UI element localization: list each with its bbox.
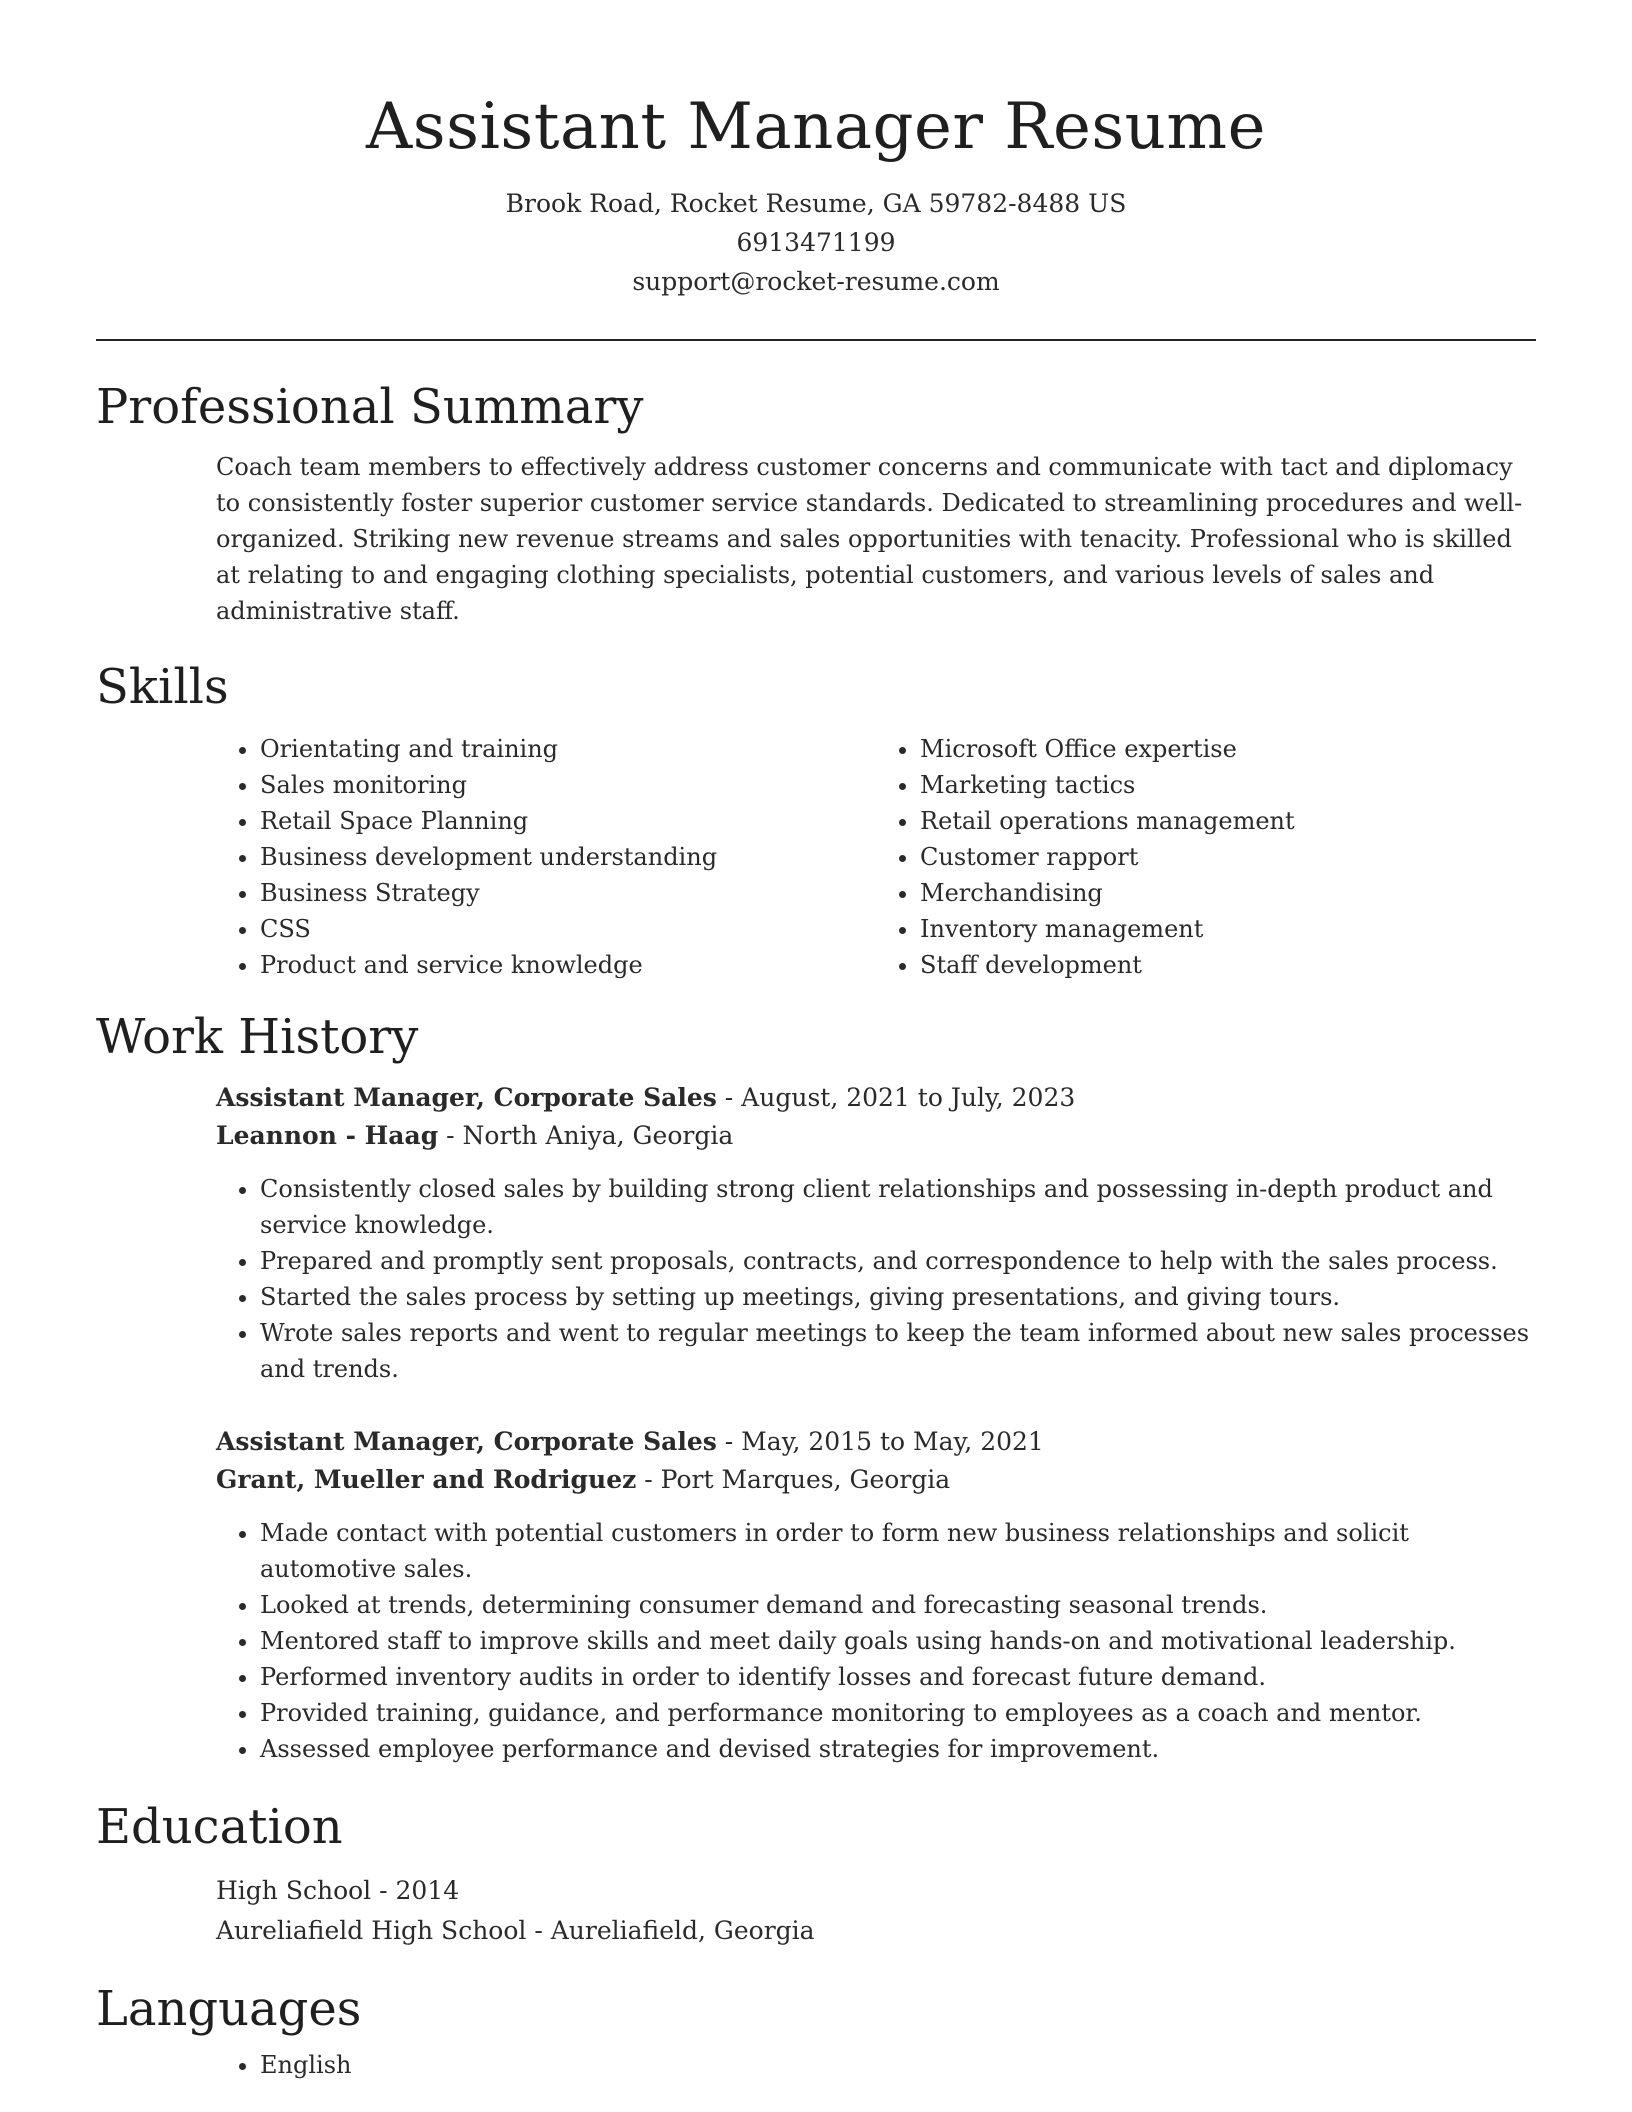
contact-address: Brook Road, Rocket Resume, GA 59782-8488 US (505, 189, 1127, 218)
skill-item: • Retail operations management (920, 803, 1536, 839)
resume-title: Assistant Manager Resume (366, 90, 1266, 164)
skill-item: • Retail Space Planning (260, 803, 876, 839)
skill-item: • Business development understanding (260, 839, 876, 875)
job-entry (216, 1423, 1536, 1767)
job-duty: • Looked at trends, determining consumer demand and forecasting seasonal trends. (260, 1587, 1536, 1623)
languages-section (96, 1979, 1536, 2083)
education-heading: Education (96, 1799, 343, 1855)
languages-heading: Languages (96, 1981, 362, 2037)
job-duty: • Wrote sales reports and went to regular meetings to keep the team informed about new sales processes and trends. (260, 1315, 1536, 1387)
job-duty: • Made contact with potential customers in order to form new business relationships and solicit automotive sales. (260, 1515, 1536, 1587)
education-school: Aureliafield High School (216, 1916, 527, 1945)
skills-column-right (876, 731, 1536, 983)
job-duty: • Consistently closed sales by building strong client relationships and possessing in-depth product and service knowledge. (260, 1171, 1536, 1243)
resume-header (96, 0, 1536, 301)
job-location: - Port Marques, Georgia (636, 1465, 951, 1494)
skill-item: • Microsoft Office expertise (920, 731, 1536, 767)
job-duty: • Performed inventory audits in order to identify losses and forecast future demand. (260, 1659, 1536, 1695)
work-history-heading: Work History (96, 1009, 419, 1065)
education-year: - 2014 (371, 1876, 460, 1905)
education-school-line (216, 1911, 1536, 1951)
skill-item: • Inventory management (920, 911, 1536, 947)
contact-block (96, 184, 1536, 301)
skill-item: • Staff development (920, 947, 1536, 983)
summary-text: Coach team members to effectively address customer concerns and communicate with tact and diplomacy to consistently foster superior customer service standards. Dedicated to streamlining procedures and well-organized. Striking new revenue streams and sales opportunities with tenacity. Professional who is skilled at relating to and engaging clothing specialists, potential customers, and various levels of sales and administrative staff. (216, 453, 1523, 625)
education-degree-line (216, 1871, 1536, 1911)
job-company: Grant, Mueller and Rodriguez (216, 1465, 637, 1494)
job-role: Assistant Manager, Corporate Sales (216, 1427, 717, 1456)
job-duty: • Mentored staff to improve skills and meet daily goals using hands-on and motivational leadership. (260, 1623, 1536, 1659)
education-section (96, 1797, 1536, 1951)
languages-list (216, 2047, 1536, 2083)
skill-item: • Sales monitoring (260, 767, 876, 803)
job-duty: • Assessed employee performance and devised strategies for improvement. (260, 1731, 1536, 1767)
language-item: • English (260, 2047, 1536, 2083)
header-divider (96, 339, 1536, 341)
skill-item: • Customer rapport (920, 839, 1536, 875)
job-location: - North Aniya, Georgia (438, 1121, 734, 1150)
education-degree: High School (216, 1876, 372, 1905)
skills-section (96, 657, 1536, 983)
skill-item: • Marketing tactics (920, 767, 1536, 803)
skill-item: • CSS (260, 911, 876, 947)
job-dates: - August, 2021 to July, 2023 (716, 1083, 1076, 1112)
skills-grid (216, 731, 1536, 983)
job-title-line (216, 1079, 1536, 1117)
job-duty: • Prepared and promptly sent proposals, contracts, and correspondence to help with the sales process. (260, 1243, 1536, 1279)
skills-heading: Skills (96, 659, 229, 715)
job-company: Leannon - Haag (216, 1121, 439, 1150)
summary-heading: Professional Summary (96, 379, 644, 435)
summary-section (96, 377, 1536, 629)
resume-page (96, 0, 1536, 2083)
job-company-line (216, 1117, 1536, 1155)
skill-item: • Business Strategy (260, 875, 876, 911)
job-duty: • Started the sales process by setting up meetings, giving presentations, and giving tours. (260, 1279, 1536, 1315)
job-company-line (216, 1461, 1536, 1499)
skill-item: • Merchandising (920, 875, 1536, 911)
languages-items (216, 2047, 1536, 2083)
skills-column-left (216, 731, 876, 983)
work-history-section (96, 1007, 1536, 1767)
job-duties (216, 1171, 1536, 1387)
education-entry (216, 1871, 1536, 1951)
contact-email: support@rocket-resume.com (632, 267, 1000, 296)
job-entry (216, 1079, 1536, 1387)
job-duty: • Provided training, guidance, and performance monitoring to employees as a coach and mentor. (260, 1695, 1536, 1731)
job-title-line (216, 1423, 1536, 1461)
job-duties (216, 1515, 1536, 1767)
job-role: Assistant Manager, Corporate Sales (216, 1083, 717, 1112)
education-location: - Aureliafield, Georgia (526, 1916, 815, 1945)
skill-item: • Product and service knowledge (260, 947, 876, 983)
job-dates: - May, 2015 to May, 2021 (716, 1427, 1044, 1456)
contact-phone: 6913471199 (736, 228, 896, 257)
skill-item: • Orientating and training (260, 731, 876, 767)
